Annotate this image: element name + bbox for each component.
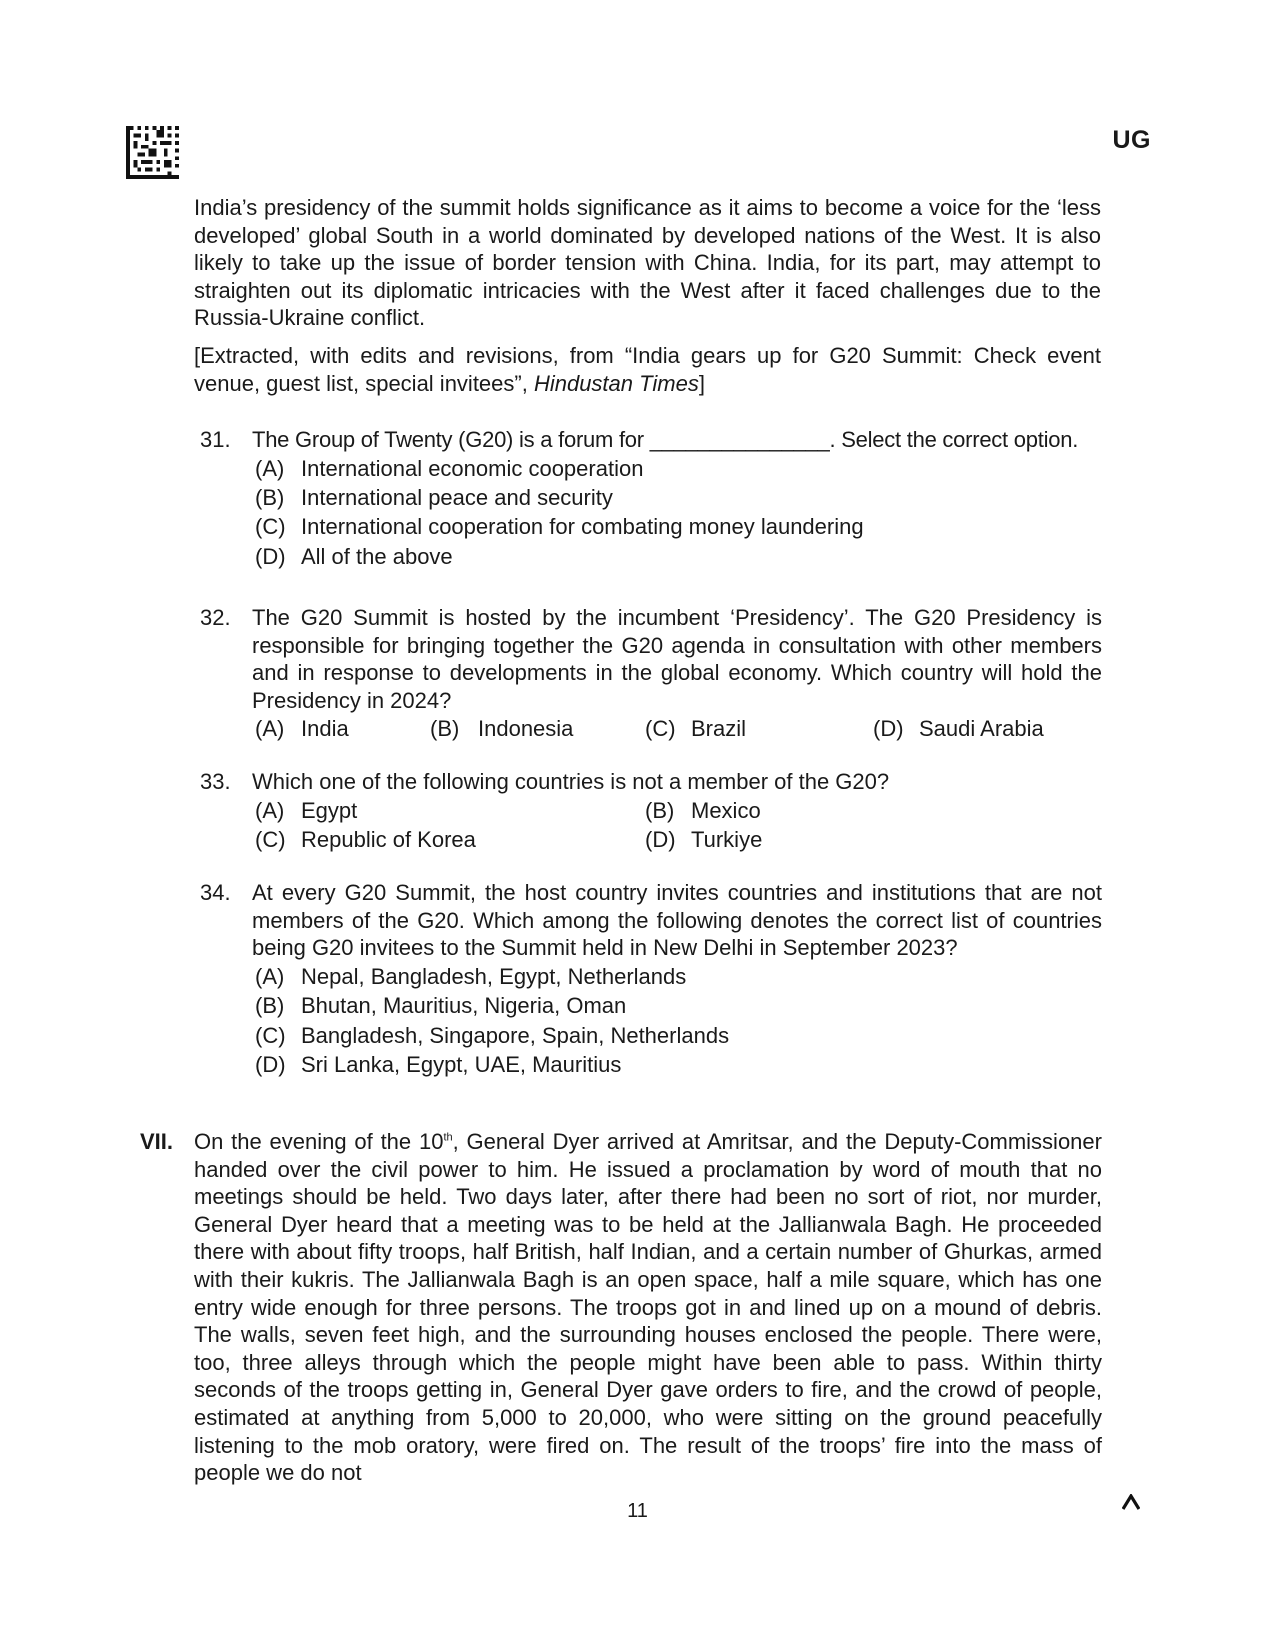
option-label: (A) bbox=[255, 963, 285, 989]
option-label: (B) bbox=[255, 485, 285, 510]
option-label: (D) bbox=[255, 543, 286, 569]
ordinal-suffix: th bbox=[443, 1131, 453, 1144]
passage-rest: , General Dyer arrived at Amritsar, and the Deputy-Commissioner handed over the civil power to him. He issued a proclamation by word of mouth that no meetings should be held. Two days later, after there had been no sort of riot, nor murder, General Dyer heard that a meeting was to be held at the Jallianwala Bagh. He proceeded there with about fifty troops, half British, half Indian, and a certain number of Ghurkas, armed with their kukris. The Jallianwala Bagh is an open space, half a mile square, which has one entry wide enough for three persons. The troops got in and lined up on a mound of debris. The walls, seven feet high, and the surrounding houses enclosed the people. There were, too, three alleys through which the people might have been able to pass. Within thirty seconds of the troops getting in, General Dyer gave orders to fire, and the crowd of people, estimated at anything from 5,000 to 20,000, who were sitting on the ground peacefully listening to the mob oratory, were fired on. The result of the troops’ fire into the mass of people we do not bbox=[194, 1129, 1102, 1486]
passage-start: On the evening of the 10 bbox=[194, 1129, 444, 1154]
option-d[interactable] bbox=[255, 1050, 1102, 1079]
option-label: (C) bbox=[255, 826, 286, 852]
section-passage bbox=[194, 1128, 1102, 1487]
options-list bbox=[255, 962, 1102, 1080]
option-label: (A) bbox=[255, 716, 285, 742]
option-text: International peace and security bbox=[301, 485, 613, 510]
option-text: India bbox=[301, 716, 349, 742]
question-text: At every G20 Summit, the host country invites countries and institutions that are not members of the G20. Which among the following denotes the correct list of countries being G20 invitees to the Summit held in New Delhi in September 2023? bbox=[252, 880, 1102, 961]
option-b[interactable] bbox=[645, 796, 761, 825]
caret-up-icon bbox=[1122, 1494, 1140, 1510]
option-text: Bangladesh, Singapore, Spain, Netherlands bbox=[301, 1022, 730, 1048]
option-text: All of the above bbox=[301, 543, 453, 569]
option-text: International cooperation for combating money laundering bbox=[301, 514, 864, 540]
option-c[interactable] bbox=[255, 825, 476, 854]
section-number: VII. bbox=[140, 1129, 174, 1154]
question-text: The Group of Twenty (G20) is a forum for _______________. Select the correct option. bbox=[252, 427, 1079, 452]
question-number: 32. bbox=[200, 605, 231, 630]
options-list bbox=[255, 714, 1102, 743]
option-d[interactable] bbox=[645, 825, 762, 854]
option-label: (D) bbox=[255, 1052, 286, 1077]
option-a[interactable] bbox=[255, 454, 1102, 483]
page-number: 11 bbox=[627, 1500, 648, 1522]
option-label: (B) bbox=[645, 797, 675, 823]
option-c[interactable] bbox=[255, 512, 1102, 541]
question-text: Which one of the following countries is not a member of the G20? bbox=[252, 769, 890, 794]
option-label: (C) bbox=[255, 514, 286, 540]
option-text: Saudi Arabia bbox=[919, 716, 1044, 742]
option-label: (B) bbox=[430, 716, 460, 742]
option-text: Republic of Korea bbox=[301, 826, 476, 852]
option-text: Brazil bbox=[691, 716, 747, 742]
option-label: (D) bbox=[873, 716, 904, 742]
options-list bbox=[255, 454, 1102, 572]
source-prefix: [Extracted, with edits and revisions, from “India gears up for G20 Summit: Check event venue, guest list, special invitees”, bbox=[194, 342, 1101, 396]
option-text: Bhutan, Mauritius, Nigeria, Oman bbox=[301, 993, 627, 1019]
option-c[interactable] bbox=[645, 714, 746, 743]
passage-source bbox=[194, 342, 1101, 397]
question-34 bbox=[200, 879, 1102, 1079]
option-text: International economic cooperation bbox=[301, 455, 644, 481]
section-vii bbox=[140, 1128, 1102, 1487]
source-publication: Hindustan Times bbox=[533, 370, 699, 396]
option-d[interactable] bbox=[873, 714, 1044, 743]
question-number: 34. bbox=[200, 880, 231, 905]
question-number: 33. bbox=[200, 769, 231, 794]
option-d[interactable] bbox=[255, 542, 1102, 571]
question-32 bbox=[200, 604, 1102, 744]
question-33 bbox=[200, 768, 1102, 854]
option-label: (A) bbox=[255, 797, 285, 823]
question-number: 31. bbox=[200, 427, 231, 452]
option-b[interactable] bbox=[255, 483, 1102, 512]
option-b[interactable] bbox=[255, 991, 1102, 1020]
option-label: (C) bbox=[645, 716, 676, 742]
option-text: Indonesia bbox=[478, 716, 574, 742]
option-a[interactable] bbox=[255, 962, 1102, 991]
option-c[interactable] bbox=[255, 1021, 1102, 1050]
option-text: Turkiye bbox=[691, 826, 763, 852]
source-suffix: ] bbox=[698, 370, 705, 396]
option-b[interactable] bbox=[430, 714, 573, 743]
options-list bbox=[255, 796, 1102, 855]
datamatrix-code-icon bbox=[126, 126, 179, 179]
exam-level-code: UG bbox=[1112, 126, 1151, 154]
question-31 bbox=[200, 426, 1102, 571]
option-label: (C) bbox=[255, 1022, 286, 1048]
option-text: Mexico bbox=[691, 797, 761, 823]
option-label: (B) bbox=[255, 993, 285, 1019]
question-text: The G20 Summit is hosted by the incumbent ‘Presidency’. The G20 Presidency is responsible for bringing together the G20 agenda in consultation with other members and in response to developments in the global economy. Which country will hold the Presidency in 2024? bbox=[252, 605, 1102, 713]
option-text: Sri Lanka, Egypt, UAE, Mauritius bbox=[301, 1052, 622, 1077]
option-label: (D) bbox=[645, 826, 676, 852]
option-text: Egypt bbox=[301, 797, 358, 823]
passage-text bbox=[194, 194, 1101, 397]
passage-paragraph: India’s presidency of the summit holds significance as it aims to become a voice for the ‘less developed’ global South in a world dominated by developed nations of the West. It is also likely to take up the issue of border tension with China. India, for its part, may attempt to straighten out its diplomatic intricacies with the West after it faced challenges due to the Russia-Ukraine conflict. bbox=[194, 195, 1101, 331]
option-text: Nepal, Bangladesh, Egypt, Netherlands bbox=[301, 963, 687, 989]
option-a[interactable] bbox=[255, 714, 349, 743]
option-a[interactable] bbox=[255, 796, 357, 825]
option-label: (A) bbox=[255, 455, 285, 481]
